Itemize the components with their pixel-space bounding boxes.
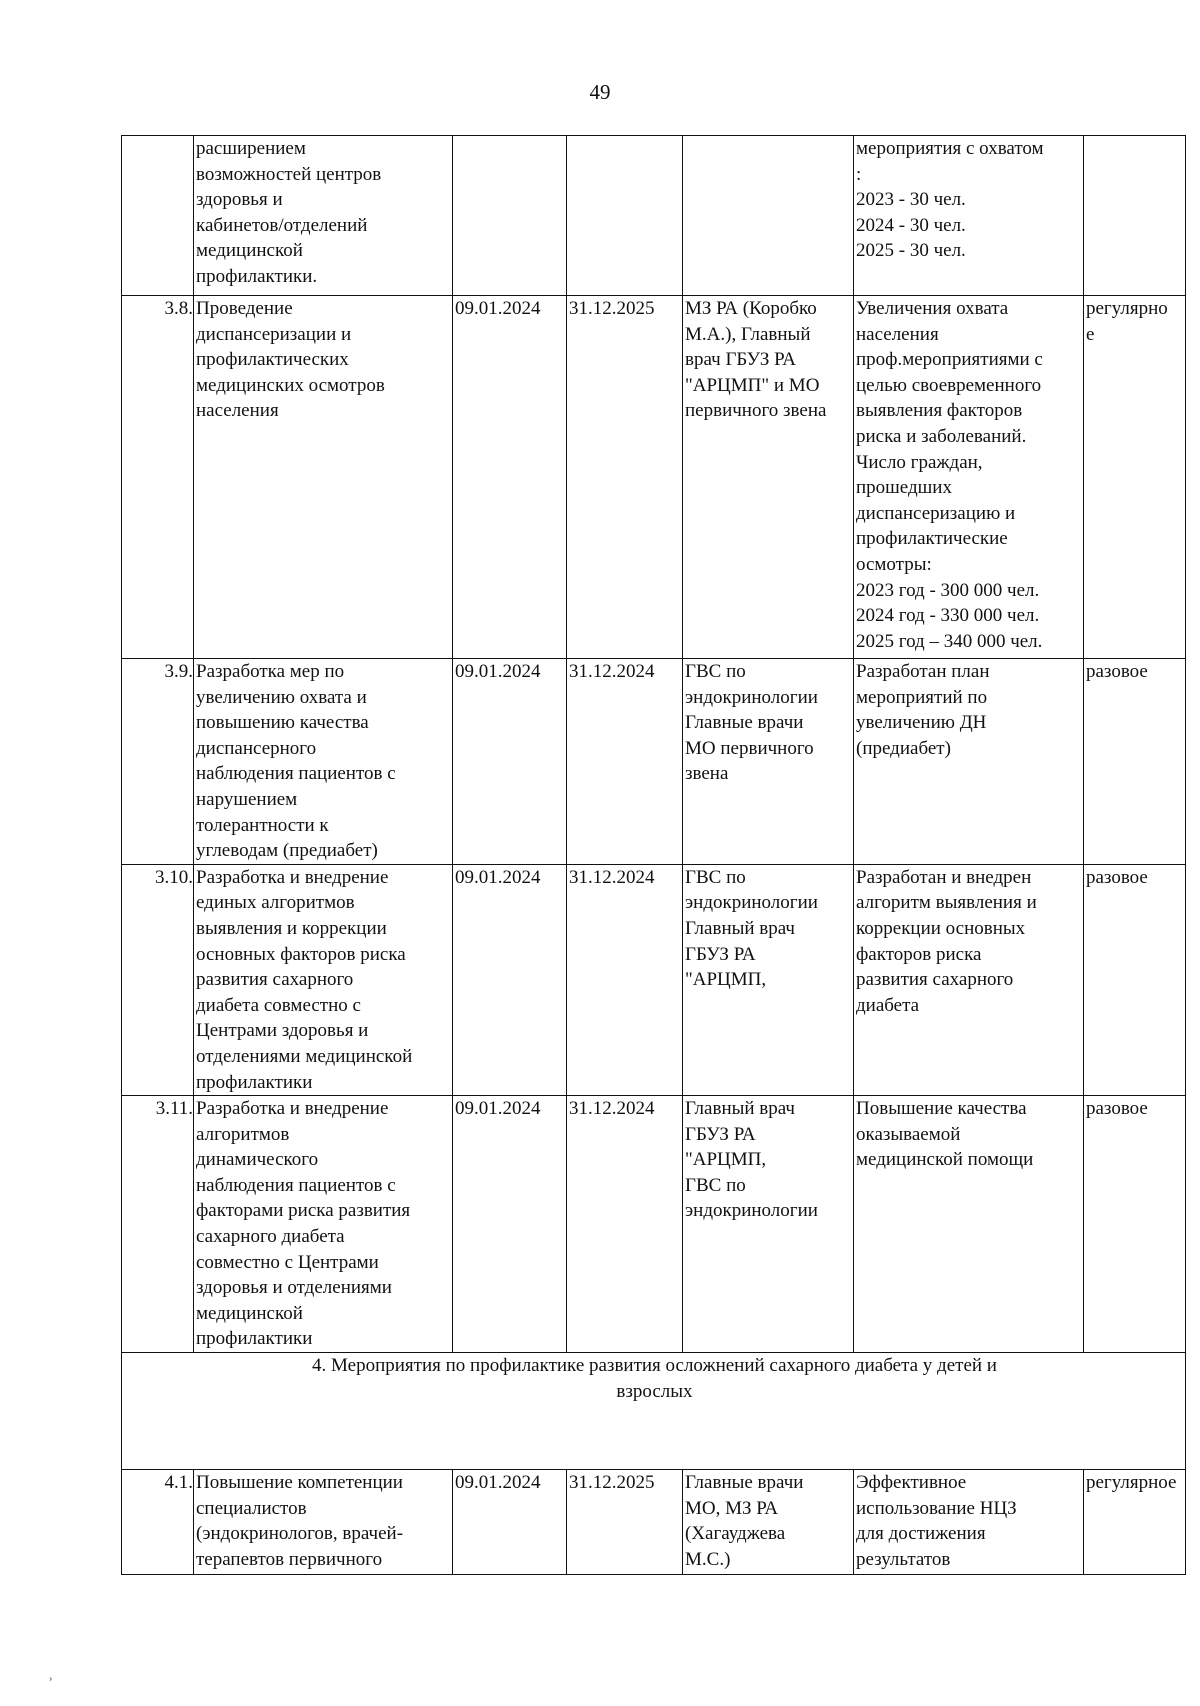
result-cell: Эффективное использование НЦЗ для достижения результатов — [854, 1470, 1084, 1575]
row-number: 3.11. — [122, 1096, 194, 1353]
result-cell: Повышение качества оказываемой медицинской помощи — [854, 1096, 1084, 1353]
responsible-cell: ГВС по эндокринологии Главный врач ГБУЗ РА "АРЦМП, — [683, 864, 854, 1095]
start-date-cell: 09.01.2024 — [453, 1096, 567, 1353]
start-date-cell: 09.01.2024 — [453, 1470, 567, 1575]
table-row — [122, 864, 1186, 1095]
type-cell: разовое — [1084, 659, 1186, 865]
end-date-cell: 31.12.2025 — [567, 1470, 683, 1575]
result-cell: Разработан план мероприятий по увеличению ДН (предиабет) — [854, 659, 1084, 865]
activity-table — [121, 135, 1186, 1575]
type-cell: разовое — [1084, 864, 1186, 1095]
activity-cell: Разработка и внедрение единых алгоритмов выявления и коррекции основных факторов риска развития сахарного диабета совместно с Центрами здоровья и отделениями медицинской профилактики — [194, 864, 453, 1095]
start-date-cell — [453, 136, 567, 296]
activity-cell: расширением возможностей центров здоровья и кабинетов/отделений медицинской профилактики. — [194, 136, 453, 296]
row-number — [122, 136, 194, 296]
result-cell: мероприятия с охватом : 2023 - 30 чел. 2024 - 30 чел. 2025 - 30 чел. — [854, 136, 1084, 296]
activity-cell: Разработка и внедрение алгоритмов динамического наблюдения пациентов с факторами риска развития сахарного диабета совместно с Центрами здоровья и отделениями медицинской профилактики — [194, 1096, 453, 1353]
result-cell: Разработан и внедрен алгоритм выявления и коррекции основных факторов риска развития сахарного диабета — [854, 864, 1084, 1095]
type-cell: регулярное — [1084, 1470, 1186, 1575]
type-cell: разовое — [1084, 1096, 1186, 1353]
start-date-cell: 09.01.2024 — [453, 864, 567, 1095]
start-date-cell: 09.01.2024 — [453, 659, 567, 865]
row-number: 4.1. — [122, 1470, 194, 1575]
row-number: 3.8. — [122, 296, 194, 659]
type-cell — [1084, 136, 1186, 296]
table-row — [122, 1470, 1186, 1575]
table-row — [122, 136, 1186, 296]
end-date-cell: 31.12.2024 — [567, 659, 683, 865]
table-row — [122, 296, 1186, 659]
responsible-cell: ГВС по эндокринологии Главные врачи МО первичного звена — [683, 659, 854, 865]
page-number: 49 — [589, 80, 611, 104]
end-date-cell: 31.12.2024 — [567, 864, 683, 1095]
row-number: 3.10. — [122, 864, 194, 1095]
section-4-title: 4. Мероприятия по профилактике развития осложнений сахарного диабета у детей и взрослых — [122, 1353, 1186, 1470]
table-row — [122, 1096, 1186, 1353]
end-date-cell: 31.12.2025 — [567, 296, 683, 659]
row-number: 3.9. — [122, 659, 194, 865]
responsible-cell — [683, 136, 854, 296]
responsible-cell: Главные врачи МО, МЗ РА (Хагауджева М.С.) — [683, 1470, 854, 1575]
table-row — [122, 659, 1186, 865]
start-date-cell: 09.01.2024 — [453, 296, 567, 659]
activity-cell: Повышение компетенции специалистов (эндокринологов, врачей- терапевтов первичного — [194, 1470, 453, 1575]
end-date-cell: 31.12.2024 — [567, 1096, 683, 1353]
result-cell: Увеличения охвата населения проф.мероприятиями с целью своевременного выявления факторов риска и заболеваний. Число граждан, прошедших диспансеризацию и профилактические осмотры: 2023 год - 300 000 чел. 2024 год - 330 000 чел. 2025 год – 340 000 чел. — [854, 296, 1084, 659]
end-date-cell — [567, 136, 683, 296]
type-cell: регулярно е — [1084, 296, 1186, 659]
responsible-cell: МЗ РА (Коробко М.А.), Главный врач ГБУЗ РА "АРЦМП" и МО первичного звена — [683, 296, 854, 659]
activity-cell: Разработка мер по увеличению охвата и повышению качества диспансерного наблюдения пациентов с нарушением толерантности к углеводам (предиабет) — [194, 659, 453, 865]
section-heading-row — [122, 1353, 1186, 1470]
activity-cell: Проведение диспансеризации и профилактических медицинских осмотров населения — [194, 296, 453, 659]
responsible-cell: Главный врач ГБУЗ РА "АРЦМП, ГВС по эндокринологии — [683, 1096, 854, 1353]
scan-mark: ʾ — [48, 1676, 54, 1693]
